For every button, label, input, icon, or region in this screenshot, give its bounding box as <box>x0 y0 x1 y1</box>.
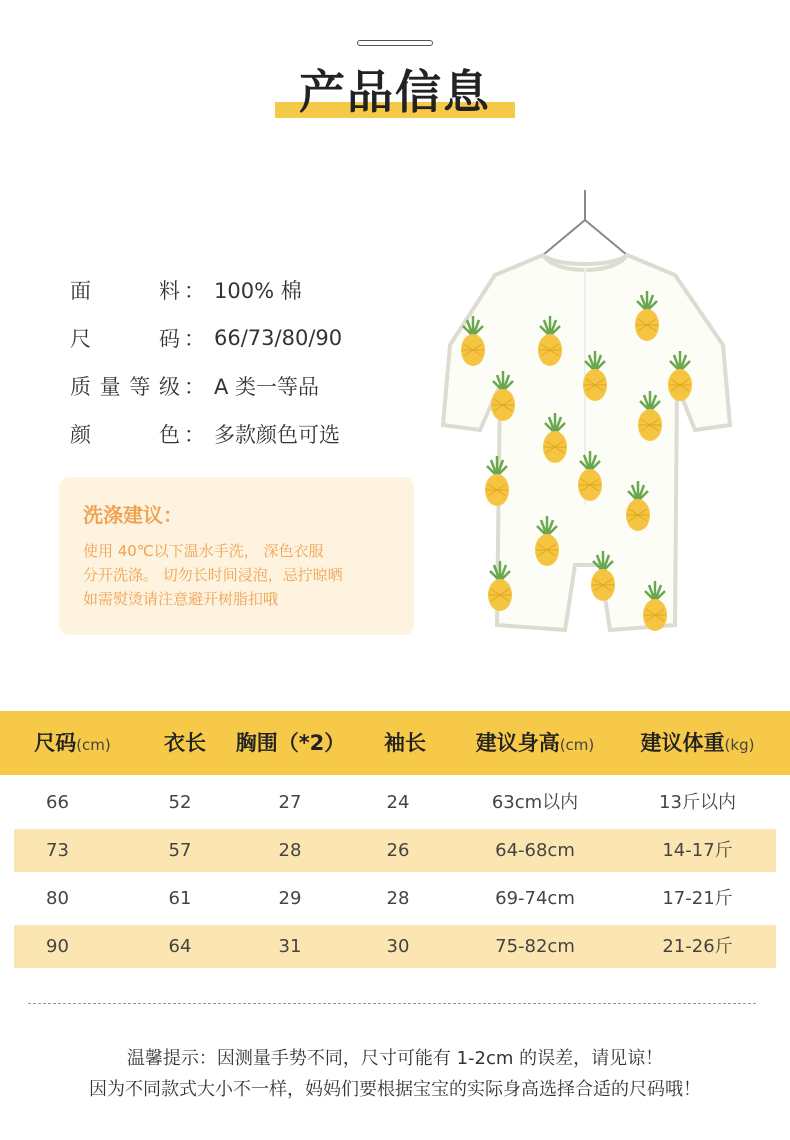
romper-product-image <box>425 185 765 655</box>
header-height: 建议身高(cm) <box>475 731 595 755</box>
header-weight: 建议体重(kg) <box>640 731 755 755</box>
cell-height: 69-74cm <box>495 888 575 909</box>
divider <box>28 1003 756 1004</box>
cell-sleeve: 26 <box>386 840 410 861</box>
label-char: 码 <box>159 327 180 351</box>
table-row <box>14 781 776 824</box>
info-label <box>70 371 180 401</box>
cell-weight: 13斤以内 <box>659 792 736 813</box>
header-size: 尺码(cm) <box>34 731 111 755</box>
cell-size: 73 <box>46 840 69 861</box>
page-title-block <box>275 64 515 124</box>
tip-line-1: 温馨提示：因测量手势不同，尺寸可能有 1-2cm 的误差，请见谅！ <box>126 1048 664 1069</box>
cell-sleeve: 28 <box>386 888 410 909</box>
label-char: 等 <box>129 375 151 399</box>
cell-weight: 21-26斤 <box>662 936 733 957</box>
tip-line-2: 因为不同款式大小不一样，妈妈们要根据宝宝的实际身高选择合适的尺码哦！ <box>89 1079 701 1100</box>
label-char: 尺 <box>70 327 91 351</box>
info-row-grade <box>70 362 342 410</box>
cell-size: 66 <box>46 792 69 813</box>
care-text: 使用 40℃以下温水手洗， 深色衣服 分开洗涤。 切勿长时间浸泡，忌拧晾晒 如需熨烫请注意避开树脂扣哦 <box>83 542 343 608</box>
cell-height: 75-82cm <box>495 936 575 957</box>
info-label <box>70 323 180 353</box>
info-value: 100% 棉 <box>214 279 302 303</box>
page-title: 产品信息 <box>299 65 491 119</box>
cell-length: 64 <box>168 936 192 957</box>
cell-weight: 17-21斤 <box>662 888 733 909</box>
label-char: 色 <box>159 423 180 447</box>
info-colon: ： <box>184 327 205 351</box>
info-value: 66/73/80/90 <box>214 326 343 350</box>
table-row <box>14 829 776 872</box>
cell-size: 80 <box>46 888 69 909</box>
cell-chest: 28 <box>278 840 302 861</box>
label-char: 质 <box>70 375 91 399</box>
cell-sleeve: 30 <box>386 936 410 957</box>
header-sleeve: 袖长 <box>384 731 426 755</box>
cell-length: 57 <box>168 840 192 861</box>
cell-size: 90 <box>46 936 69 957</box>
label-char: 级 <box>158 375 180 399</box>
cell-height: 64-68cm <box>495 840 575 861</box>
info-colon: ： <box>184 375 205 399</box>
table-row <box>14 877 776 920</box>
top-handle-bar <box>357 40 433 46</box>
label-char: 面 <box>70 279 91 303</box>
info-label <box>70 275 180 305</box>
label-char: 颜 <box>70 423 91 447</box>
care-title: 洗涤建议： <box>83 503 183 527</box>
label-char: 料 <box>159 279 180 303</box>
label-char: 量 <box>99 375 121 399</box>
product-info-list <box>70 266 342 458</box>
info-value: A 类一等品 <box>214 375 320 399</box>
info-colon: ： <box>184 423 205 447</box>
info-row-color <box>70 410 342 458</box>
cell-sleeve: 24 <box>386 792 410 813</box>
info-colon: ： <box>184 279 205 303</box>
cell-chest: 31 <box>278 936 302 957</box>
header-chest: 胸围（*2） <box>235 731 346 755</box>
info-row-material <box>70 266 342 314</box>
size-table-header <box>0 711 790 775</box>
cell-chest: 29 <box>278 888 302 909</box>
info-value: 多款颜色可选 <box>214 423 340 447</box>
cell-chest: 27 <box>278 792 302 813</box>
table-row <box>14 925 776 968</box>
info-label <box>70 419 180 449</box>
cell-height: 63cm以内 <box>491 792 579 813</box>
header-length: 衣长 <box>164 731 206 755</box>
info-row-size <box>70 314 342 362</box>
cell-weight: 14-17斤 <box>662 840 733 861</box>
cell-length: 61 <box>168 888 192 909</box>
care-instructions-box <box>59 477 414 635</box>
cell-length: 52 <box>168 792 192 813</box>
